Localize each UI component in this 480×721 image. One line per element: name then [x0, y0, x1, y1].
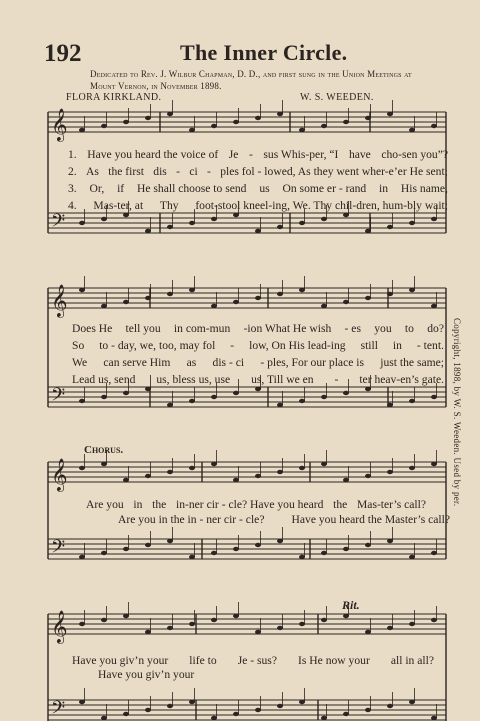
- verse-block-1: [68, 148, 448, 212]
- notehead: [321, 618, 327, 622]
- notehead: [189, 555, 195, 559]
- notehead: [189, 288, 195, 292]
- notehead: [321, 395, 327, 399]
- notehead: [101, 304, 107, 308]
- notehead: [255, 474, 261, 478]
- notehead: [123, 120, 129, 124]
- notehead: [123, 478, 129, 482]
- notehead: [211, 395, 217, 399]
- notehead: [321, 551, 327, 555]
- notehead: [387, 539, 393, 543]
- notehead: [277, 112, 283, 116]
- notehead: [233, 213, 239, 217]
- notehead: [409, 288, 415, 292]
- notehead: [431, 304, 437, 308]
- notehead: [321, 462, 327, 466]
- notehead: [365, 116, 371, 120]
- notehead: [233, 300, 239, 304]
- notehead: [277, 704, 283, 708]
- notehead: [277, 626, 283, 630]
- notehead: [233, 391, 239, 395]
- notehead: [79, 399, 85, 403]
- notehead: [299, 555, 305, 559]
- svg-text:𝄢: 𝄢: [51, 211, 66, 236]
- notehead: [277, 539, 283, 543]
- notehead: [321, 124, 327, 128]
- notehead: [123, 391, 129, 395]
- notehead: [167, 403, 173, 407]
- notehead: [189, 399, 195, 403]
- notehead: [409, 555, 415, 559]
- notehead: [365, 229, 371, 233]
- notehead: [387, 292, 393, 296]
- notehead: [321, 304, 327, 308]
- notehead: [431, 618, 437, 622]
- notehead: [101, 618, 107, 622]
- notehead: [365, 708, 371, 712]
- copyright-notice: Copyright, 1898, by W. S. Weeden. Used by per.: [452, 318, 462, 507]
- notehead: [343, 478, 349, 482]
- notehead: [233, 478, 239, 482]
- notehead: [211, 124, 217, 128]
- notehead: [365, 630, 371, 634]
- notehead: [409, 128, 415, 132]
- notehead: [255, 543, 261, 547]
- notehead: [101, 395, 107, 399]
- notehead: [387, 403, 393, 407]
- notehead: [431, 716, 437, 720]
- notehead: [79, 288, 85, 292]
- notehead: [387, 626, 393, 630]
- notehead: [277, 225, 283, 229]
- notehead: [167, 225, 173, 229]
- composer: W. S. WEEDEN.: [300, 92, 374, 103]
- notehead: [211, 462, 217, 466]
- page-number: 192: [44, 40, 82, 67]
- notehead: [343, 614, 349, 618]
- notehead: [299, 700, 305, 704]
- notehead: [167, 292, 173, 296]
- notehead: [233, 712, 239, 716]
- notehead: [189, 221, 195, 225]
- notehead: [343, 300, 349, 304]
- notehead: [343, 213, 349, 217]
- dedication: Dedicated to Rev. J. Wilbur Chapman, D. D., and first sung in the Union Meetings at Mount Vernon, in November 1898.: [90, 69, 412, 91]
- verse-2-line-1: 2. As the first dis - ci - ples fol - lowed, As they went wher-e’er He sent;: [68, 165, 448, 178]
- notehead: [101, 462, 107, 466]
- svg-text:𝄞: 𝄞: [51, 108, 68, 141]
- notehead: [365, 296, 371, 300]
- notehead: [145, 630, 151, 634]
- notehead: [145, 708, 151, 712]
- notehead: [431, 462, 437, 466]
- hymn-title: The Inner Circle.: [180, 40, 348, 65]
- notehead: [233, 614, 239, 618]
- notehead: [431, 551, 437, 555]
- notehead: [299, 221, 305, 225]
- svg-text:𝄞: 𝄞: [51, 458, 68, 491]
- notehead: [387, 704, 393, 708]
- notehead: [233, 120, 239, 124]
- notehead: [123, 213, 129, 217]
- notehead: [277, 292, 283, 296]
- chorus-line-1: Are you in the in-ner cir - cle? Have you heard the Mas-ter’s call?: [86, 498, 426, 511]
- lyricist: FLORA KIRKLAND.: [66, 92, 162, 103]
- notehead: [167, 112, 173, 116]
- notehead: [431, 124, 437, 128]
- notehead: [167, 704, 173, 708]
- notehead: [409, 700, 415, 704]
- notehead: [167, 470, 173, 474]
- notehead: [123, 300, 129, 304]
- verse-block-2: [72, 322, 444, 386]
- notehead: [409, 466, 415, 470]
- notehead: [321, 716, 327, 720]
- notehead: [321, 217, 327, 221]
- notehead: [343, 712, 349, 716]
- notehead: [145, 229, 151, 233]
- verse-4-line-1: 4. Mas-ter, at Thy foot-stool kneel-ing, We. Thy chil-dren, hum-bly wait;: [68, 199, 448, 212]
- notehead: [189, 700, 195, 704]
- notehead: [343, 391, 349, 395]
- svg-text:𝄢: 𝄢: [51, 537, 66, 562]
- notehead: [299, 288, 305, 292]
- notehead: [79, 555, 85, 559]
- notehead: [211, 217, 217, 221]
- notehead: [387, 112, 393, 116]
- notehead: [255, 229, 261, 233]
- notehead: [387, 470, 393, 474]
- notehead: [79, 700, 85, 704]
- notehead: [79, 466, 85, 470]
- notehead: [101, 716, 107, 720]
- notehead: [145, 474, 151, 478]
- verse-2-line-2: So to - day, we, too, may fol - low, On His lead-ing still in - tent.: [72, 339, 444, 352]
- verse-1-line-2: Does He tell you in com-mun -ion What He wish - es you to do?: [72, 322, 444, 335]
- notehead: [167, 626, 173, 630]
- notehead: [365, 474, 371, 478]
- notehead: [343, 120, 349, 124]
- notehead: [167, 539, 173, 543]
- notehead: [145, 543, 151, 547]
- notehead: [409, 221, 415, 225]
- notehead: [255, 296, 261, 300]
- notehead: [299, 466, 305, 470]
- notehead: [79, 221, 85, 225]
- svg-text:𝄢: 𝄢: [51, 698, 66, 721]
- notehead: [365, 543, 371, 547]
- chorus-line-3: Have you giv’n your life to Je - sus? Is He now your all in all?: [72, 654, 434, 667]
- notehead: [123, 614, 129, 618]
- notehead: [409, 622, 415, 626]
- notehead: [101, 551, 107, 555]
- notehead: [211, 551, 217, 555]
- notehead: [277, 403, 283, 407]
- notehead: [299, 128, 305, 132]
- notehead: [431, 395, 437, 399]
- notehead: [255, 708, 261, 712]
- notehead: [409, 399, 415, 403]
- chorus-line-4: Have you giv’n your: [98, 668, 195, 681]
- notehead: [255, 116, 261, 120]
- notehead: [255, 387, 261, 391]
- svg-text:𝄞: 𝄞: [51, 284, 68, 317]
- notehead: [189, 466, 195, 470]
- notehead: [277, 470, 283, 474]
- notehead: [189, 622, 195, 626]
- notehead: [343, 547, 349, 551]
- notehead: [211, 618, 217, 622]
- notehead: [211, 716, 217, 720]
- notehead: [123, 712, 129, 716]
- notehead: [365, 387, 371, 391]
- svg-text:𝄞: 𝄞: [51, 610, 68, 643]
- notehead: [255, 630, 261, 634]
- chorus-label: Chorus.: [84, 444, 124, 456]
- notehead: [145, 116, 151, 120]
- notehead: [123, 547, 129, 551]
- notehead: [101, 124, 107, 128]
- notehead: [189, 128, 195, 132]
- notehead: [79, 622, 85, 626]
- notehead: [145, 387, 151, 391]
- notehead: [387, 225, 393, 229]
- verse-4-line-2: Lead us, send us, bless us, use us, Till we en - ter heav-en’s gate.: [72, 373, 444, 386]
- svg-text:𝄢: 𝄢: [51, 385, 66, 410]
- verse-1-line-1: 1. Have you heard the voice of Je - sus Whis-per, “I have cho-sen you”?: [68, 148, 448, 161]
- verse-3-line-2: We can serve Him as dis - ci - ples, For our place is just the same;: [72, 356, 444, 369]
- notehead: [299, 399, 305, 403]
- notehead: [233, 547, 239, 551]
- verse-3-line-1: 3. Or, if He shall choose to send us On some er - rand in His name,: [68, 182, 448, 195]
- notehead: [145, 296, 151, 300]
- notehead: [101, 217, 107, 221]
- ritardando-mark: Rit.: [342, 598, 360, 612]
- notehead: [79, 128, 85, 132]
- notehead: [211, 304, 217, 308]
- notehead: [299, 622, 305, 626]
- clefs: [51, 108, 68, 721]
- notehead: [431, 217, 437, 221]
- chorus-line-2: Are you in the in - ner cir - cle? Have you heard the Master’s call?: [118, 513, 450, 526]
